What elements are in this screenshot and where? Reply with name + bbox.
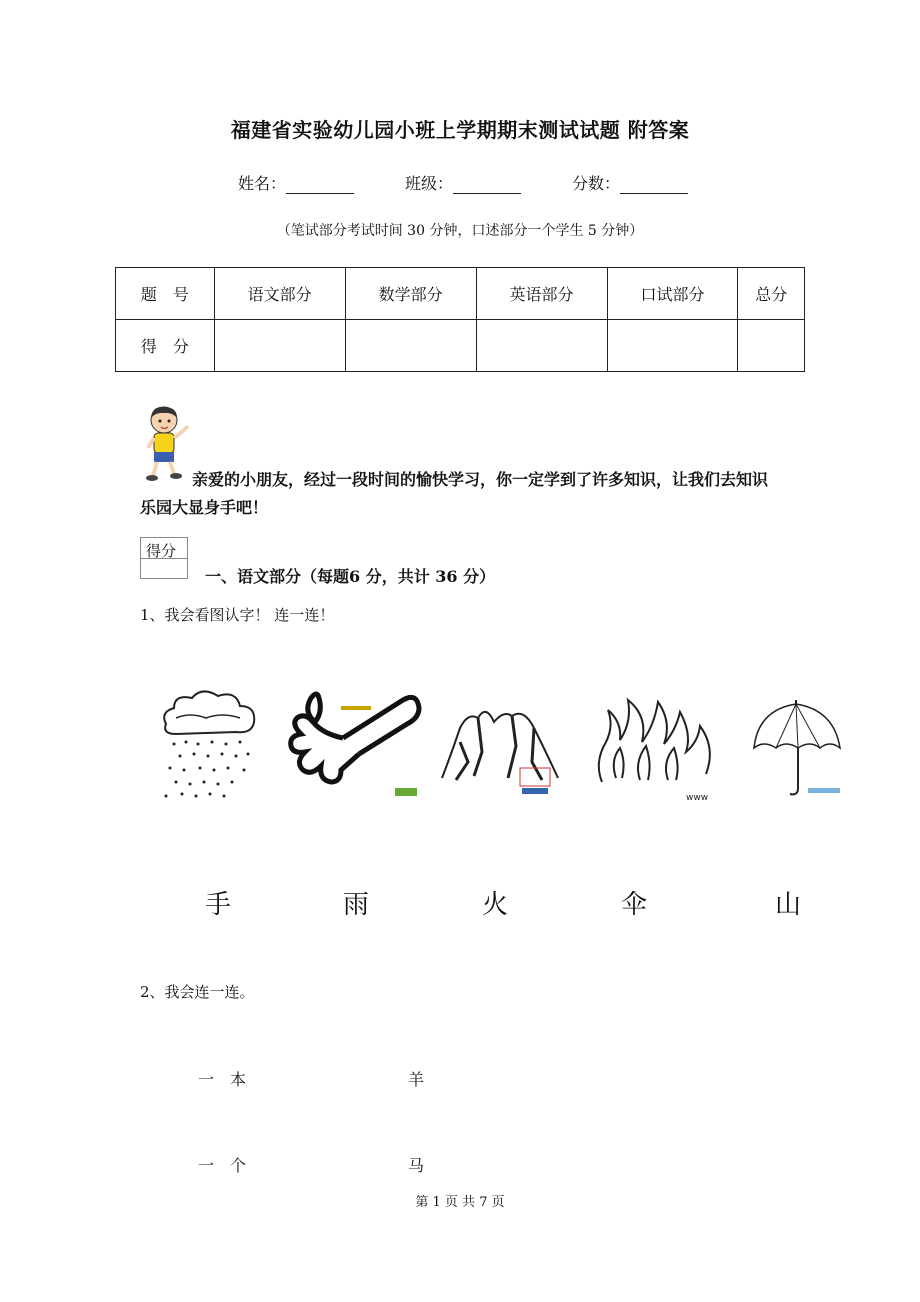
hand-icon xyxy=(283,682,423,804)
header-cell: 口试部分 xyxy=(607,268,738,320)
class-label: 班级： xyxy=(405,174,454,193)
score-cell xyxy=(345,320,476,372)
score-table xyxy=(115,267,805,372)
header-cell: 语文部分 xyxy=(214,268,345,320)
intro-text xyxy=(140,466,780,522)
char-yu: 雨 xyxy=(343,890,370,920)
mountain-icon xyxy=(438,682,562,804)
page-title: 福建省实验幼儿园小班上学期期末测试试题 附答案 xyxy=(230,118,690,142)
exam-time-note: （笔试部分考试时间 30 分钟，口述部分一个学生 5 分钟） xyxy=(276,223,644,239)
class-field xyxy=(405,171,521,194)
page-footer: 第 1 页 共 7 页 xyxy=(415,1195,505,1210)
score-cell xyxy=(476,320,607,372)
score-blank xyxy=(620,176,688,194)
section-heading: 一、语文部分（每题6 分，共计 36 分） xyxy=(205,567,496,586)
row-label-cell: 得 分 xyxy=(116,320,215,372)
char-huo: 火 xyxy=(482,890,509,920)
header-cell: 数学部分 xyxy=(345,268,476,320)
header-cell: 总分 xyxy=(738,268,805,320)
pair-left: 一 个 xyxy=(198,1156,247,1175)
header-cell: 英语部分 xyxy=(476,268,607,320)
score-table-score-row xyxy=(116,320,805,372)
score-label: 分数： xyxy=(572,174,621,193)
char-shan: 山 xyxy=(775,890,802,920)
char-san: 伞 xyxy=(621,890,648,920)
umbrella-icon xyxy=(748,682,844,804)
score-cell xyxy=(738,320,805,372)
fire-icon xyxy=(592,682,722,804)
class-blank xyxy=(453,176,521,194)
rain-cloud-icon xyxy=(156,682,266,804)
pair-left: 一 本 xyxy=(198,1070,247,1089)
pair-right: 羊 xyxy=(408,1070,425,1089)
header-cell: 题 号 xyxy=(116,268,215,320)
score-cell xyxy=(607,320,738,372)
score-table-header-row xyxy=(116,268,805,320)
intro-message: 亲爱的小朋友，经过一段时间的愉快学习，你一定学到了许多知识，让我们去知识乐园大显身手吧！ xyxy=(140,470,769,517)
score-field xyxy=(572,171,688,194)
char-shou: 手 xyxy=(205,890,232,920)
svg-text:www: www xyxy=(686,793,709,803)
pair-right: 马 xyxy=(408,1156,425,1175)
question-1: 1、我会看图认字！ 连一连！ xyxy=(140,606,335,624)
score-box-label: 得分 xyxy=(146,542,177,560)
name-blank xyxy=(286,176,354,194)
name-label: 姓名： xyxy=(238,174,287,193)
score-cell xyxy=(214,320,345,372)
name-field xyxy=(238,171,354,194)
question-2: 2、我会连一连。 xyxy=(140,983,255,1001)
